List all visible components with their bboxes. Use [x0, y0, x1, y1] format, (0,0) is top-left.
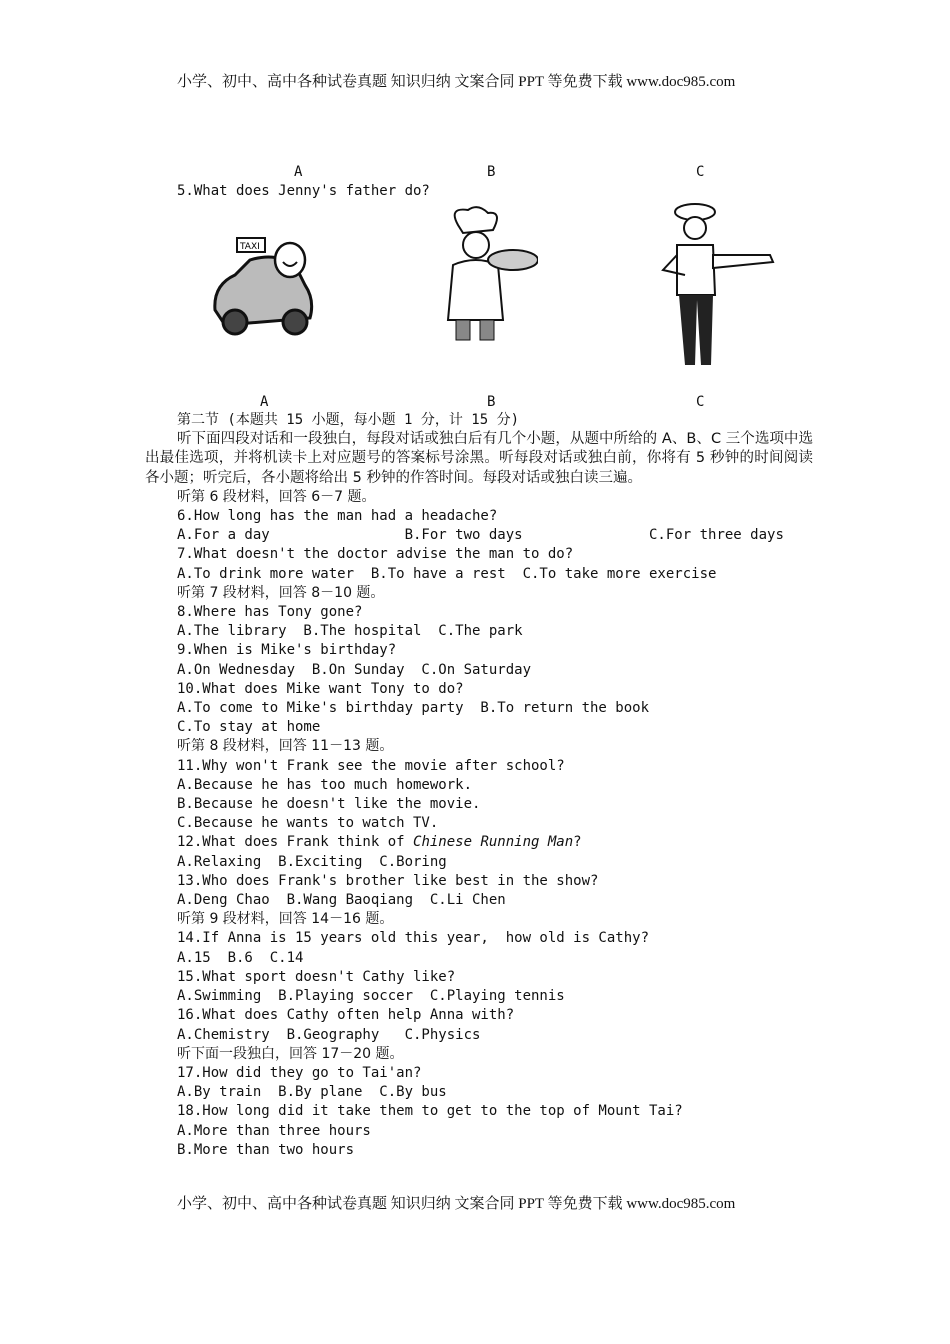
question: 14.If Anna is 15 years old this year, how old is Cathy? — [177, 930, 650, 947]
answer-options: B.Because he doesn't like the movie. — [177, 796, 481, 813]
material-heading: 听第 8 段材料，回答 11－13 题。 — [177, 738, 394, 755]
taxi-driver-picture — [205, 230, 320, 340]
material-heading: 听下面一段独白，回答 17－20 题。 — [177, 1045, 404, 1062]
answer-options: A.Deng Chao B.Wang Baoqiang C.Li Chen — [177, 892, 506, 909]
answer-options: A.By train B.By plane C.By bus — [177, 1084, 447, 1101]
question: 8.Where has Tony gone? — [177, 604, 363, 621]
q5-option-label-c: C — [696, 394, 705, 410]
material-heading: 听第 6 段材料，回答 6－7 题。 — [177, 488, 376, 505]
question-12 — [145, 833, 813, 852]
section-heading: 第二节 (本题共 15 小题，每小题 1 分，计 15 分) — [177, 412, 520, 428]
option-label-c: C — [696, 164, 705, 180]
question: 15.What sport doesn't Cathy like? — [177, 968, 456, 985]
q5-option-label-a: A — [260, 394, 269, 410]
answer-options: A.Relaxing B.Exciting C.Boring — [177, 853, 447, 870]
q12-suffix: ? — [573, 834, 582, 851]
answer-options: A.To drink more water B.To have a rest C.To take more exercise — [177, 565, 717, 582]
option-label-a: A — [294, 164, 303, 180]
taxi-sign: TAXI — [240, 242, 260, 252]
answer-options: A.More than three hours — [177, 1122, 371, 1139]
listening-section — [145, 411, 813, 1160]
q5-option-label-b: B — [487, 394, 496, 410]
option-label-b: B — [487, 164, 496, 180]
question: 11.Why won't Frank see the movie after school? — [177, 757, 565, 774]
answer-options: C.To stay at home — [177, 719, 321, 736]
page-header: 小学、初中、高中各种试卷真题 知识归纳 文案合同 PPT 等免费下载 www.doc985.com — [177, 74, 736, 90]
page-footer: 小学、初中、高中各种试卷真题 知识归纳 文案合同 PPT 等免费下载 www.doc985.com — [177, 1196, 736, 1212]
material-heading: 听第 7 段材料，回答 8－10 题。 — [177, 584, 385, 601]
answer-options: A.Swimming B.Playing soccer C.Playing tennis — [177, 988, 565, 1005]
question: 10.What does Mike want Tony to do? — [177, 680, 464, 697]
answer-options: A.15 B.6 C.14 — [177, 949, 304, 966]
answer-options: A.On Wednesday B.On Sunday C.On Saturday — [177, 661, 532, 678]
q12-show-title: Chinese Running Man — [413, 834, 574, 851]
answer-options: C.Because he wants to watch TV. — [177, 815, 439, 832]
question: 16.What does Cathy often help Anna with? — [177, 1007, 515, 1024]
answer-options: A.The library B.The hospital C.The park — [177, 623, 523, 640]
instructions: 听下面四段对话和一段独白，每段对话或独白后有几个小题，从题中所给的 A、B、C 三个选项中选出最佳选项，并将机读卡上对应题号的答案标号涂黑。听每段对话或独白前，你将有 5 秒钟的时间阅读各小题；听完后，各小题将给出 5 秒钟的作答时间。每段对话或独白读三遍。 — [145, 431, 813, 486]
question: 6.How long has the man had a headache? — [177, 508, 498, 525]
answer-options: A.To come to Mike's birthday party B.To return the book — [177, 700, 650, 717]
answer-options: B.More than two hours — [177, 1141, 355, 1158]
question: 7.What doesn't the doctor advise the man to do? — [177, 546, 574, 563]
question: 9.When is Mike's birthday? — [177, 642, 397, 659]
question-5: 5.What does Jenny's father do? — [177, 183, 430, 199]
answer-options: A.Chemistry B.Geography C.Physics — [177, 1026, 481, 1043]
question: 17.How did they go to Tai'an? — [177, 1064, 422, 1081]
question: 13.Who does Frank's brother like best in the show? — [177, 872, 599, 889]
q12-prefix: 12.What does Frank think of — [177, 834, 414, 851]
policeman-picture — [655, 200, 780, 375]
answer-options: A.Because he has too much homework. — [177, 776, 473, 793]
chef-picture — [418, 205, 538, 345]
answer-options: A.For a day B.For two days C.For three days — [177, 527, 784, 544]
question: 18.How long did it take them to get to the top of Mount Tai? — [177, 1103, 683, 1120]
material-heading: 听第 9 段材料，回答 14－16 题。 — [177, 911, 394, 928]
